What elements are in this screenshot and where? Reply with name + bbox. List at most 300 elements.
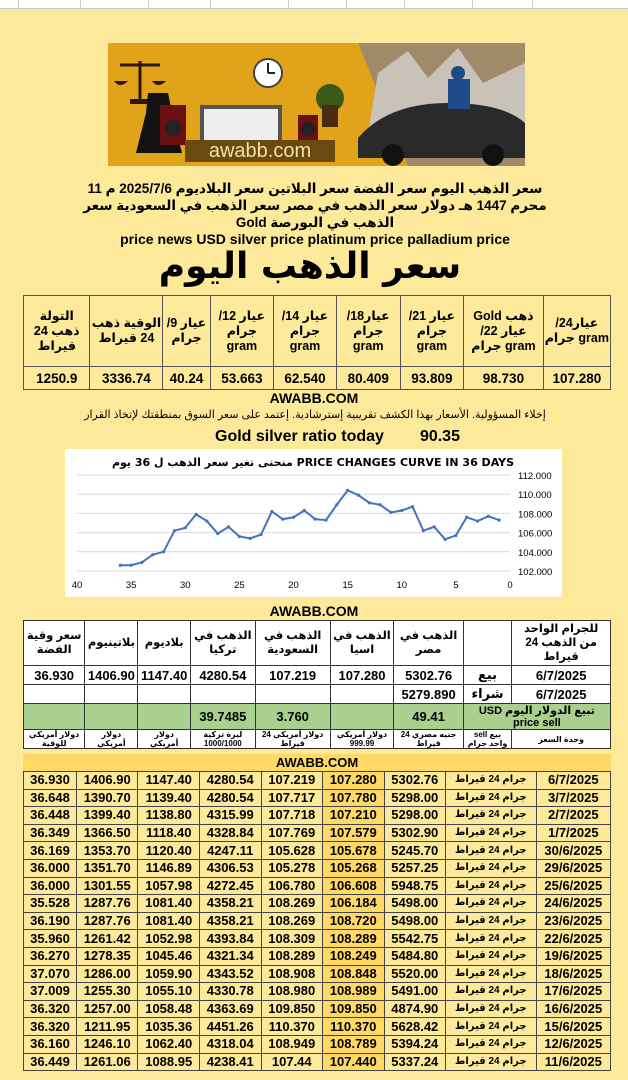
history-cell: 1058.48: [138, 1000, 200, 1018]
data-point: [465, 516, 468, 519]
history-unit-label: جرام 24 قيراط: [446, 824, 537, 842]
history-unit-label: جرام 24 قيراط: [446, 930, 537, 948]
history-row: [24, 824, 611, 842]
history-cell: 4238.41: [199, 1053, 261, 1071]
karat-header-cell: عيار 9/ جرام: [163, 296, 210, 367]
history-cell: 4358.21: [199, 895, 261, 913]
karat-value-row: [24, 367, 611, 390]
history-cell: 110.370: [323, 1018, 385, 1036]
history-unit-label: جرام 24 قيراط: [446, 912, 537, 930]
big-title: سعر الذهب اليوم: [158, 246, 462, 287]
history-cell: 108.789: [323, 1035, 385, 1053]
history-row: [24, 807, 611, 825]
history-cell: 1287.76: [76, 895, 138, 913]
history-cell: 5302.90: [384, 824, 446, 842]
history-unit-label: جرام 24 قيراط: [446, 1018, 537, 1036]
history-cell: 1055.10: [138, 983, 200, 1001]
history-cell: 5484.80: [384, 947, 446, 965]
history-cell: 107.44: [261, 1053, 323, 1071]
chart-svg: [65, 449, 562, 597]
history-cell: 35.528: [24, 895, 77, 913]
history-cell: 108.309: [261, 930, 323, 948]
summary-buy-cell: 5279.890: [394, 685, 463, 704]
history-cell: 1257.00: [76, 1000, 138, 1018]
data-point: [389, 511, 392, 514]
history-cell: 106.608: [323, 877, 385, 895]
summary-buy-row: [24, 685, 611, 704]
data-point: [162, 550, 165, 553]
history-cell: 36.190: [24, 912, 77, 930]
history-cell: 36.648: [24, 789, 77, 807]
history-row: [24, 842, 611, 860]
history-cell: 36.349: [24, 824, 77, 842]
history-cell: 109.850: [261, 1000, 323, 1018]
history-cell: 36.320: [24, 1000, 77, 1018]
history-cell: 105.628: [261, 842, 323, 860]
history-cell: 1255.30: [76, 983, 138, 1001]
data-point: [238, 535, 241, 538]
history-unit-label: جرام 24 قيراط: [446, 772, 537, 790]
history-row: [24, 1000, 611, 1018]
history-cell: 1052.98: [138, 930, 200, 948]
dollar-egypt: 49.41: [394, 704, 463, 730]
history-unit-label: جرام 24 قيراط: [446, 895, 537, 913]
history-cell: 4272.45: [199, 877, 261, 895]
history-cell: 107.440: [323, 1053, 385, 1071]
x-tick-label: 10: [396, 580, 408, 591]
data-point: [443, 538, 446, 541]
history-cell: 1139.40: [138, 789, 200, 807]
history-cell: 1353.70: [76, 842, 138, 860]
history-cell: 1118.40: [138, 824, 200, 842]
history-cell: 1146.89: [138, 859, 200, 877]
history-cell: 1390.70: [76, 789, 138, 807]
history-cell: 4306.53: [199, 859, 261, 877]
history-cell: 5298.00: [384, 807, 446, 825]
history-row: [24, 947, 611, 965]
history-date-cell: 16/6/2025: [536, 1000, 610, 1018]
x-tick-label: 20: [288, 580, 299, 591]
ratio-label: Gold silver ratio today: [215, 428, 384, 445]
summary-unit-cell: بيع sell واحد جرام: [463, 730, 512, 749]
summary-buy-cell: [138, 685, 191, 704]
history-cell: 5302.76: [384, 772, 446, 790]
data-point: [476, 519, 479, 522]
series-line: [120, 490, 499, 565]
y-tick-label: 110.000: [518, 490, 552, 502]
x-tick-label: 5: [453, 580, 459, 591]
history-cell: 4318.04: [199, 1035, 261, 1053]
history-cell: 4343.52: [199, 965, 261, 983]
history-cell: 37.070: [24, 965, 77, 983]
history-unit-label: جرام 24 قيراط: [446, 1035, 537, 1053]
history-cell: 1261.42: [76, 930, 138, 948]
data-point: [227, 525, 230, 528]
summary-buy-cell: شراء: [463, 685, 512, 704]
karat-value-cell: 62.540: [274, 367, 337, 390]
page-heading: [70, 180, 560, 248]
history-unit-label: جرام 24 قيراط: [446, 947, 537, 965]
history-unit-label: جرام 24 قيراط: [446, 807, 537, 825]
summary-sell-cell: 4280.54: [190, 666, 255, 685]
summary-unit-cell: ليرة تركية 1000/1000: [190, 730, 255, 749]
history-cell: 108.949: [261, 1035, 323, 1053]
x-tick-label: 40: [71, 580, 83, 591]
data-point: [368, 501, 371, 504]
history-date-cell: 15/6/2025: [536, 1018, 610, 1036]
chart-title: منحنى تغير سعر الذهب ل 36 يوم PRICE CHANGES CURVE IN 36 DAYS: [111, 456, 515, 469]
summary-sell-cell: 6/7/2025: [512, 666, 611, 685]
history-row: [24, 1018, 611, 1036]
karat-value-cell: 93.809: [400, 367, 464, 390]
history-date-cell: 30/6/2025: [536, 842, 610, 860]
history-cell: 5257.25: [384, 859, 446, 877]
awabb-label-1: AWABB.COM: [269, 390, 359, 406]
history-row: [24, 772, 611, 790]
history-cell: 107.579: [323, 824, 385, 842]
data-point: [205, 519, 208, 522]
history-cell: 108.269: [261, 895, 323, 913]
karat-header-row: [24, 296, 611, 367]
history-row: [24, 1035, 611, 1053]
summary-sell-cell: بيع: [463, 666, 512, 685]
karat-value-cell: 80.409: [336, 367, 400, 390]
karat-header-cell: الوقية ذهب 24 قيراط: [90, 296, 163, 367]
history-cell: 5245.70: [384, 842, 446, 860]
data-point: [498, 519, 501, 522]
history-row: [24, 983, 611, 1001]
history-cell: 106.780: [261, 877, 323, 895]
history-unit-label: جرام 24 قيراط: [446, 877, 537, 895]
history-cell: 37.009: [24, 983, 77, 1001]
history-date-cell: 19/6/2025: [536, 947, 610, 965]
history-cell: 4321.34: [199, 947, 261, 965]
karat-header-cell: التولة ذهب 24 قيراط: [24, 296, 90, 367]
history-row: [24, 930, 611, 948]
history-cell: 108.269: [261, 912, 323, 930]
history-unit-label: جرام 24 قيراط: [446, 859, 537, 877]
data-point: [249, 537, 252, 540]
karat-value-cell: 1250.9: [24, 367, 90, 390]
history-cell: 107.780: [323, 789, 385, 807]
summary-sell-cell: 107.219: [255, 666, 330, 685]
summary-header-cell: [463, 621, 512, 666]
history-cell: 4280.54: [199, 789, 261, 807]
data-point: [216, 532, 219, 535]
summary-header-cell: الذهب في تركيا: [190, 621, 255, 666]
karat-value-cell: 53.663: [210, 367, 274, 390]
history-cell: 1286.00: [76, 965, 138, 983]
history-cell: 4280.54: [199, 772, 261, 790]
history-cell: 107.718: [261, 807, 323, 825]
karat-header-cell: Gold ذهب عيار 22/جرام gram: [464, 296, 544, 367]
summary-header-cell: الذهب في اسيا: [330, 621, 394, 666]
summary-header-row: [24, 621, 611, 666]
history-cell: 108.980: [261, 983, 323, 1001]
summary-header-cell: الذهب في السعودية: [255, 621, 330, 666]
history-cell: 5542.75: [384, 930, 446, 948]
history-cell: 5491.00: [384, 983, 446, 1001]
history-cell: 1278.35: [76, 947, 138, 965]
dollar-turkey: 39.7485: [190, 704, 255, 730]
history-cell: 5337.24: [384, 1053, 446, 1071]
x-tick-label: 35: [125, 580, 137, 591]
history-cell: 1081.40: [138, 912, 200, 930]
summary-header-cell: بلاديوم: [138, 621, 191, 666]
gold-silver-ratio: [215, 428, 460, 446]
summary-price-table: [23, 620, 611, 749]
history-cell: 36.160: [24, 1035, 77, 1053]
data-point: [270, 510, 273, 513]
history-unit-label: جرام 24 قيراط: [446, 1053, 537, 1071]
x-tick-label: 15: [342, 580, 353, 591]
heading-english: price news USD silver price platinum price palladium price: [120, 231, 510, 247]
summary-buy-cell: [255, 685, 330, 704]
history-cell: 36.270: [24, 947, 77, 965]
karat-price-table: [23, 295, 611, 390]
history-row: [24, 859, 611, 877]
price-curve-chart: [65, 449, 562, 597]
history-cell: 1406.90: [76, 772, 138, 790]
history-cell: 35.960: [24, 930, 77, 948]
history-date-cell: 11/6/2025: [536, 1053, 610, 1071]
summary-unit-cell: وحدة السعر: [512, 730, 611, 749]
summary-buy-cell: [190, 685, 255, 704]
history-cell: 1057.98: [138, 877, 200, 895]
history-unit-label: جرام 24 قيراط: [446, 842, 537, 860]
data-point: [140, 561, 143, 564]
disclaimer-text: إخلاء المسؤولية. الأسعار بهذا الكشف تقريبية إسترشادية. إعتمد على سعر السوق بمنطقتك لإتخاذ القرار: [84, 409, 546, 421]
data-point: [314, 518, 317, 521]
history-cell: 1399.40: [76, 807, 138, 825]
site-label: awabb.com: [185, 140, 335, 162]
people-icon: [448, 79, 470, 109]
history-cell: 107.210: [323, 807, 385, 825]
history-unit-label: جرام 24 قيراط: [446, 965, 537, 983]
history-date-cell: 17/6/2025: [536, 983, 610, 1001]
summary-unit-cell: جنيه مصري 24 قيراط: [394, 730, 463, 749]
karat-value-cell: 98.730: [464, 367, 544, 390]
history-cell: 106.184: [323, 895, 385, 913]
data-point: [292, 516, 295, 519]
karat-header-cell: عيار24/جرام gram: [543, 296, 610, 367]
x-tick-label: 30: [179, 580, 191, 591]
awabb-label-2: AWABB.COM: [269, 603, 359, 619]
history-cell: 108.249: [323, 947, 385, 965]
history-date-cell: 24/6/2025: [536, 895, 610, 913]
history-cell: 4451.26: [199, 1018, 261, 1036]
data-point: [411, 505, 414, 508]
history-cell: 1088.95: [138, 1053, 200, 1071]
y-tick-label: 102.000: [518, 567, 553, 578]
summary-header-cell: سعر وقية الفضة: [24, 621, 85, 666]
data-point: [346, 489, 349, 492]
dollar-label: تبيع الدولار اليوم USD price sell: [463, 704, 610, 730]
history-date-cell: 29/6/2025: [536, 859, 610, 877]
history-date-cell: 2/7/2025: [536, 807, 610, 825]
summary-header-cell: الذهب في مصر: [394, 621, 463, 666]
summary-unit-cell: دولار أمريكي: [138, 730, 191, 749]
history-row: [24, 789, 611, 807]
history-cell: 1035.36: [138, 1018, 200, 1036]
history-cell: 36.169: [24, 842, 77, 860]
x-tick-label: 25: [234, 580, 245, 591]
history-cell: 1246.10: [76, 1035, 138, 1053]
summary-sell-cell: 5302.76: [394, 666, 463, 685]
history-cell: 4328.84: [199, 824, 261, 842]
history-cell: 4363.69: [199, 1000, 261, 1018]
karat-header-cell: عيار 14/جرام gram: [274, 296, 337, 367]
karat-value-cell: 3336.74: [90, 367, 163, 390]
history-cell: 4247.11: [199, 842, 261, 860]
history-cell: 1351.70: [76, 859, 138, 877]
summary-buy-cell: [85, 685, 138, 704]
summary-sell-cell: 107.280: [330, 666, 394, 685]
history-row: [24, 877, 611, 895]
summary-buy-cell: [24, 685, 85, 704]
x-tick-label: 0: [507, 580, 513, 591]
history-cell: 5520.00: [384, 965, 446, 983]
summary-sell-cell: 1406.90: [85, 666, 138, 685]
history-cell: 108.720: [323, 912, 385, 930]
history-date-cell: 3/7/2025: [536, 789, 610, 807]
data-point: [119, 564, 122, 567]
y-tick-label: 106.000: [518, 528, 553, 540]
history-cell: 36.320: [24, 1018, 77, 1036]
awabb-label-3: AWABB.COM: [23, 754, 611, 771]
y-tick-label: 104.000: [518, 547, 553, 559]
history-cell: 108.289: [323, 930, 385, 948]
data-point: [324, 519, 327, 522]
data-point: [433, 525, 436, 528]
history-date-cell: 1/7/2025: [536, 824, 610, 842]
summary-buy-cell: 6/7/2025: [512, 685, 611, 704]
history-unit-label: جرام 24 قيراط: [446, 789, 537, 807]
history-cell: 107.280: [323, 772, 385, 790]
karat-header-cell: عيار 12/ جرام gram: [210, 296, 274, 367]
history-cell: 1062.40: [138, 1035, 200, 1053]
data-point: [379, 503, 382, 506]
data-point: [194, 513, 197, 516]
history-date-cell: 12/6/2025: [536, 1035, 610, 1053]
summary-unit-cell: دولار أمريكي: [85, 730, 138, 749]
history-row: [24, 912, 611, 930]
history-cell: 5628.42: [384, 1018, 446, 1036]
data-point: [303, 509, 306, 512]
summary-unit-cell: دولار أمريكي 24 قيراط: [255, 730, 330, 749]
summary-sell-cell: 1147.40: [138, 666, 191, 685]
history-cell: 36.930: [24, 772, 77, 790]
history-cell: 5394.24: [384, 1035, 446, 1053]
dollar-rate-row: [24, 704, 611, 730]
data-point: [400, 509, 403, 512]
history-cell: 107.769: [261, 824, 323, 842]
history-cell: 107.219: [261, 772, 323, 790]
history-date-cell: 22/6/2025: [536, 930, 610, 948]
history-cell: 1287.76: [76, 912, 138, 930]
spreadsheet-grid-strip: [0, 0, 628, 9]
data-point: [487, 515, 490, 518]
history-cell: 5298.00: [384, 789, 446, 807]
history-cell: 110.370: [261, 1018, 323, 1036]
history-cell: 36.448: [24, 807, 77, 825]
summary-sell-cell: 36.930: [24, 666, 85, 685]
history-cell: 4874.90: [384, 1000, 446, 1018]
history-cell: 36.000: [24, 877, 77, 895]
y-tick-label: 112.000: [518, 471, 552, 482]
history-cell: 1366.50: [76, 824, 138, 842]
data-point: [357, 494, 360, 497]
history-cell: 1120.40: [138, 842, 200, 860]
history-cell: 108.848: [323, 965, 385, 983]
karat-value-cell: 107.280: [543, 367, 610, 390]
dollar-saudi: 3.760: [255, 704, 330, 730]
history-cell: 4315.99: [199, 807, 261, 825]
history-unit-label: جرام 24 قيراط: [446, 1000, 537, 1018]
data-point: [259, 533, 262, 536]
history-cell: 5948.75: [384, 877, 446, 895]
data-point: [335, 503, 338, 506]
summary-unit-cell: دولار أمريكي 999.99: [330, 730, 394, 749]
history-cell: 1045.46: [138, 947, 200, 965]
history-cell: 1059.90: [138, 965, 200, 983]
history-cell: 1211.95: [76, 1018, 138, 1036]
ratio-value: 90.35: [419, 428, 460, 445]
history-cell: 108.989: [323, 983, 385, 1001]
history-date-cell: 23/6/2025: [536, 912, 610, 930]
data-point: [184, 526, 187, 529]
history-cell: 1081.40: [138, 895, 200, 913]
history-cell: 4330.78: [199, 983, 261, 1001]
history-cell: 4358.21: [199, 912, 261, 930]
history-cell: 108.289: [261, 947, 323, 965]
history-cell: 109.850: [323, 1000, 385, 1018]
history-price-table: [23, 771, 611, 1071]
history-cell: 108.908: [261, 965, 323, 983]
history-cell: 4393.84: [199, 930, 261, 948]
history-cell: 5498.00: [384, 912, 446, 930]
history-date-cell: 6/7/2025: [536, 772, 610, 790]
data-point: [422, 529, 425, 532]
history-cell: 105.678: [323, 842, 385, 860]
data-point: [281, 518, 284, 521]
karat-header-cell: عيار18/ جرام gram: [336, 296, 400, 367]
history-cell: 105.268: [323, 859, 385, 877]
summary-buy-cell: [330, 685, 394, 704]
history-row: [24, 895, 611, 913]
history-cell: 36.449: [24, 1053, 77, 1071]
data-point: [151, 553, 154, 556]
history-cell: 1147.40: [138, 772, 200, 790]
summary-header-cell: بلاتينيوم: [85, 621, 138, 666]
data-point: [173, 529, 176, 532]
history-cell: 1301.55: [76, 877, 138, 895]
history-cell: 107.717: [261, 789, 323, 807]
history-row: [24, 1053, 611, 1071]
history-unit-label: جرام 24 قيراط: [446, 983, 537, 1001]
heading-arabic: سعر الذهب اليوم سعر الفضة سعر البلاتين سعر البلاديوم 2025/7/6 م 11 محرم 1447 هـ دولار سعر الذهب في مصر سعر الذهب في السعودية سعر الذهب في البورصة Gold: [83, 181, 547, 230]
summary-units-row: [24, 730, 611, 749]
summary-sell-row: [24, 666, 611, 685]
karat-header-cell: عيار 21/ جرام gram: [400, 296, 464, 367]
history-date-cell: 18/6/2025: [536, 965, 610, 983]
history-cell: 5498.00: [384, 895, 446, 913]
data-point: [130, 564, 133, 567]
history-date-cell: 25/6/2025: [536, 877, 610, 895]
karat-value-cell: 40.24: [163, 367, 210, 390]
data-point: [454, 534, 457, 537]
y-tick-label: 108.000: [518, 509, 553, 521]
